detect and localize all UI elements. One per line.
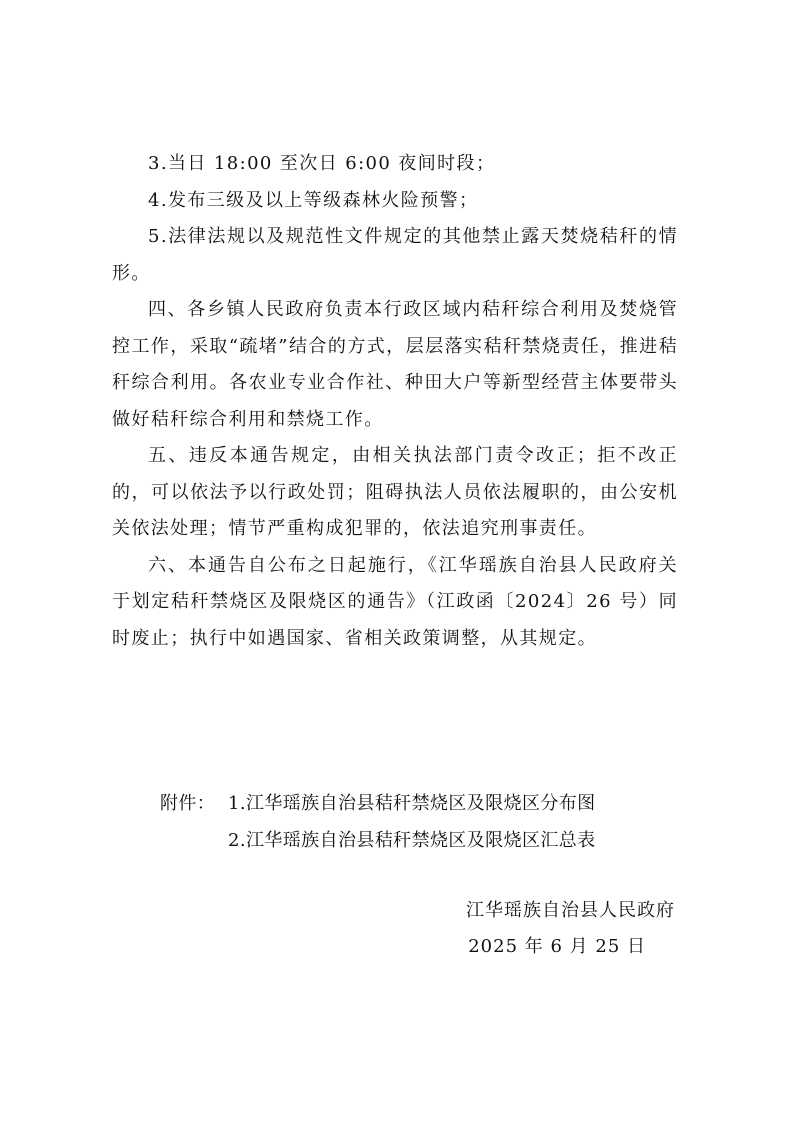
paragraph-item-4: 4.发布三级及以上等级森林火险预警； [148,189,479,211]
attachments-block [160,786,680,859]
attachments-label: 附件： [160,793,216,814]
paragraph-section-4: 四、各乡镇人民政府负责本行政区域内秸秆综合利用及焚烧管控工作，采取“疏堵”结合的方式，层层落实秸秆禁烧责任，推进秸秆综合利用。各农业专业合作社、种田大户等新型经营主体要带头做好秸秆综合利用和禁烧工作。 [112,299,678,430]
paragraph-section-5: 五、违反本通告规定，由相关执法部门责令改正；拒不改正的，可以依法予以行政处罚；阻碍执法人员依法履职的，由公安机关依法处理；情节严重构成犯罪的，依法追究刑事责任。 [112,445,678,539]
paragraph-item-5: 5.法律法规以及规范性文件规定的其他禁止露天焚烧秸秆的情形。 [112,226,678,284]
attachment-row-1 [160,786,680,823]
signature-organization: 江华瑶族自治县人民政府 [466,900,675,921]
signature-date: 2025 年 6 月 25 日 [468,936,646,957]
document-body [112,146,678,657]
paragraph-item-3: 3.当日 18:00 至次日 6:00 夜间时段； [148,153,496,174]
attachment-item-2: 2.江华瑶族自治县秸秆禁烧区及限烧区汇总表 [228,829,596,851]
attachment-row-2 [160,823,680,860]
attachment-item-1: 1.江华瑶族自治县秸秆禁烧区及限烧区分布图 [228,793,596,814]
paragraph-section-6: 六、本通告自公布之日起施行，《江华瑶族自治县人民政府关于划定秸秆禁烧区及限烧区的通告》（江政函〔2024〕26 号）同时废止；执行中如遇国家、省相关政策调整，从其规定。 [112,554,678,649]
